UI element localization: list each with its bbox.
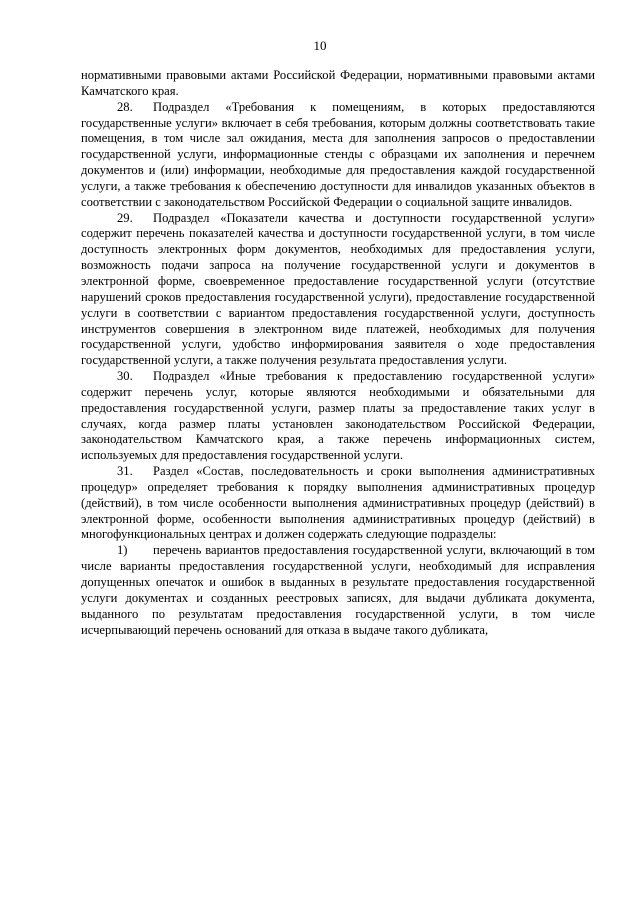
paragraph-number: 30. — [117, 369, 133, 384]
paragraph-number: 1) — [117, 543, 128, 558]
paragraph-text: Подраздел «Требования к помещениям, в которых предоставляются государственные услуги» включает в себя требования, которым должны соответствовать такие помещения, в том числе зал ожидания, места для заполнения запросов о предоставлении государственной услуги, информационные стенды с образцами их заполнения и перечнем документов и (или) информации, необходимые для предоставления каждой государственной услуги, а также требования к обеспечению доступности для инвалидов указанных объектов в соответствии с законодательством Российской Федерации о социальной защите инвалидов. — [81, 99, 595, 209]
paragraph-text: Раздел «Состав, последовательность и сроки выполнения административных процедур» определяет требования к порядку выполнения административных процедур (действий), в том числе особенности выполнения административных процедур (действий) в электронной форме, особенности выполнения административных процедур (действий) в многофункциональных центрах и должен содержать следующие подразделы: — [81, 464, 595, 542]
document-body — [81, 68, 595, 638]
paragraph-continuation — [81, 68, 595, 100]
paragraph-31 — [81, 464, 595, 543]
paragraph-number: 31. — [117, 464, 133, 479]
paragraph-text: Подраздел «Иные требования к предоставлению государственной услуги» содержит перечень услуг, которые являются необходимыми и обязательными для предоставления государственной услуги, размер платы за предоставление таких услуг в случаях, когда размер платы установлен законодательством Российской Федерации, законодательством Камчатского края, а также перечень информационных систем, используемых для предоставления государственной услуги. — [81, 369, 595, 463]
paragraph-29 — [81, 211, 595, 369]
subparagraph-1 — [81, 543, 595, 638]
page-number: 10 — [313, 38, 327, 53]
paragraph-28 — [81, 100, 595, 211]
paragraph-text: нормативными правовыми актами Российской Федерации, нормативными правовыми актами Камчатского края. — [81, 68, 595, 98]
paragraph-text: перечень вариантов предоставления государственной услуги, включающий в том числе варианты предоставления государственной услуги, необходимый для исправления допущенных опечаток и ошибок в выданных в результате предоставления государственной услуги документах и созданных реестровых записях, для выдачи дубликата документа, выданного по результатам предоставления государственной услуги, в том числе исчерпывающий перечень оснований для отказа в выдаче такого дубликата, — [81, 543, 595, 637]
paragraph-number: 29. — [117, 210, 133, 225]
paragraph-text: Подраздел «Показатели качества и доступности государственной услуги» содержит перечень показателей качества и доступности государственной услуги, в том числе доступность электронных форм документов, необходимых для предоставления услуги, возможность подачи запроса на получение государственной услуги и документов в электронной форме, своевременное предоставление государственной услуги (отсутствие нарушений сроков предоставления государственной услуги), предоставление государственной услуги в соответствии с вариантом предоставления государственной услуги, доступность инструментов совершения в электронном виде платежей, необходимых для получения государственной услуги, удобство информирования заявителя о ходе предоставления государственной услуги, а также получения результата предоставления услуги. — [81, 210, 595, 368]
paragraph-number: 28. — [117, 99, 133, 114]
paragraph-30 — [81, 369, 595, 464]
